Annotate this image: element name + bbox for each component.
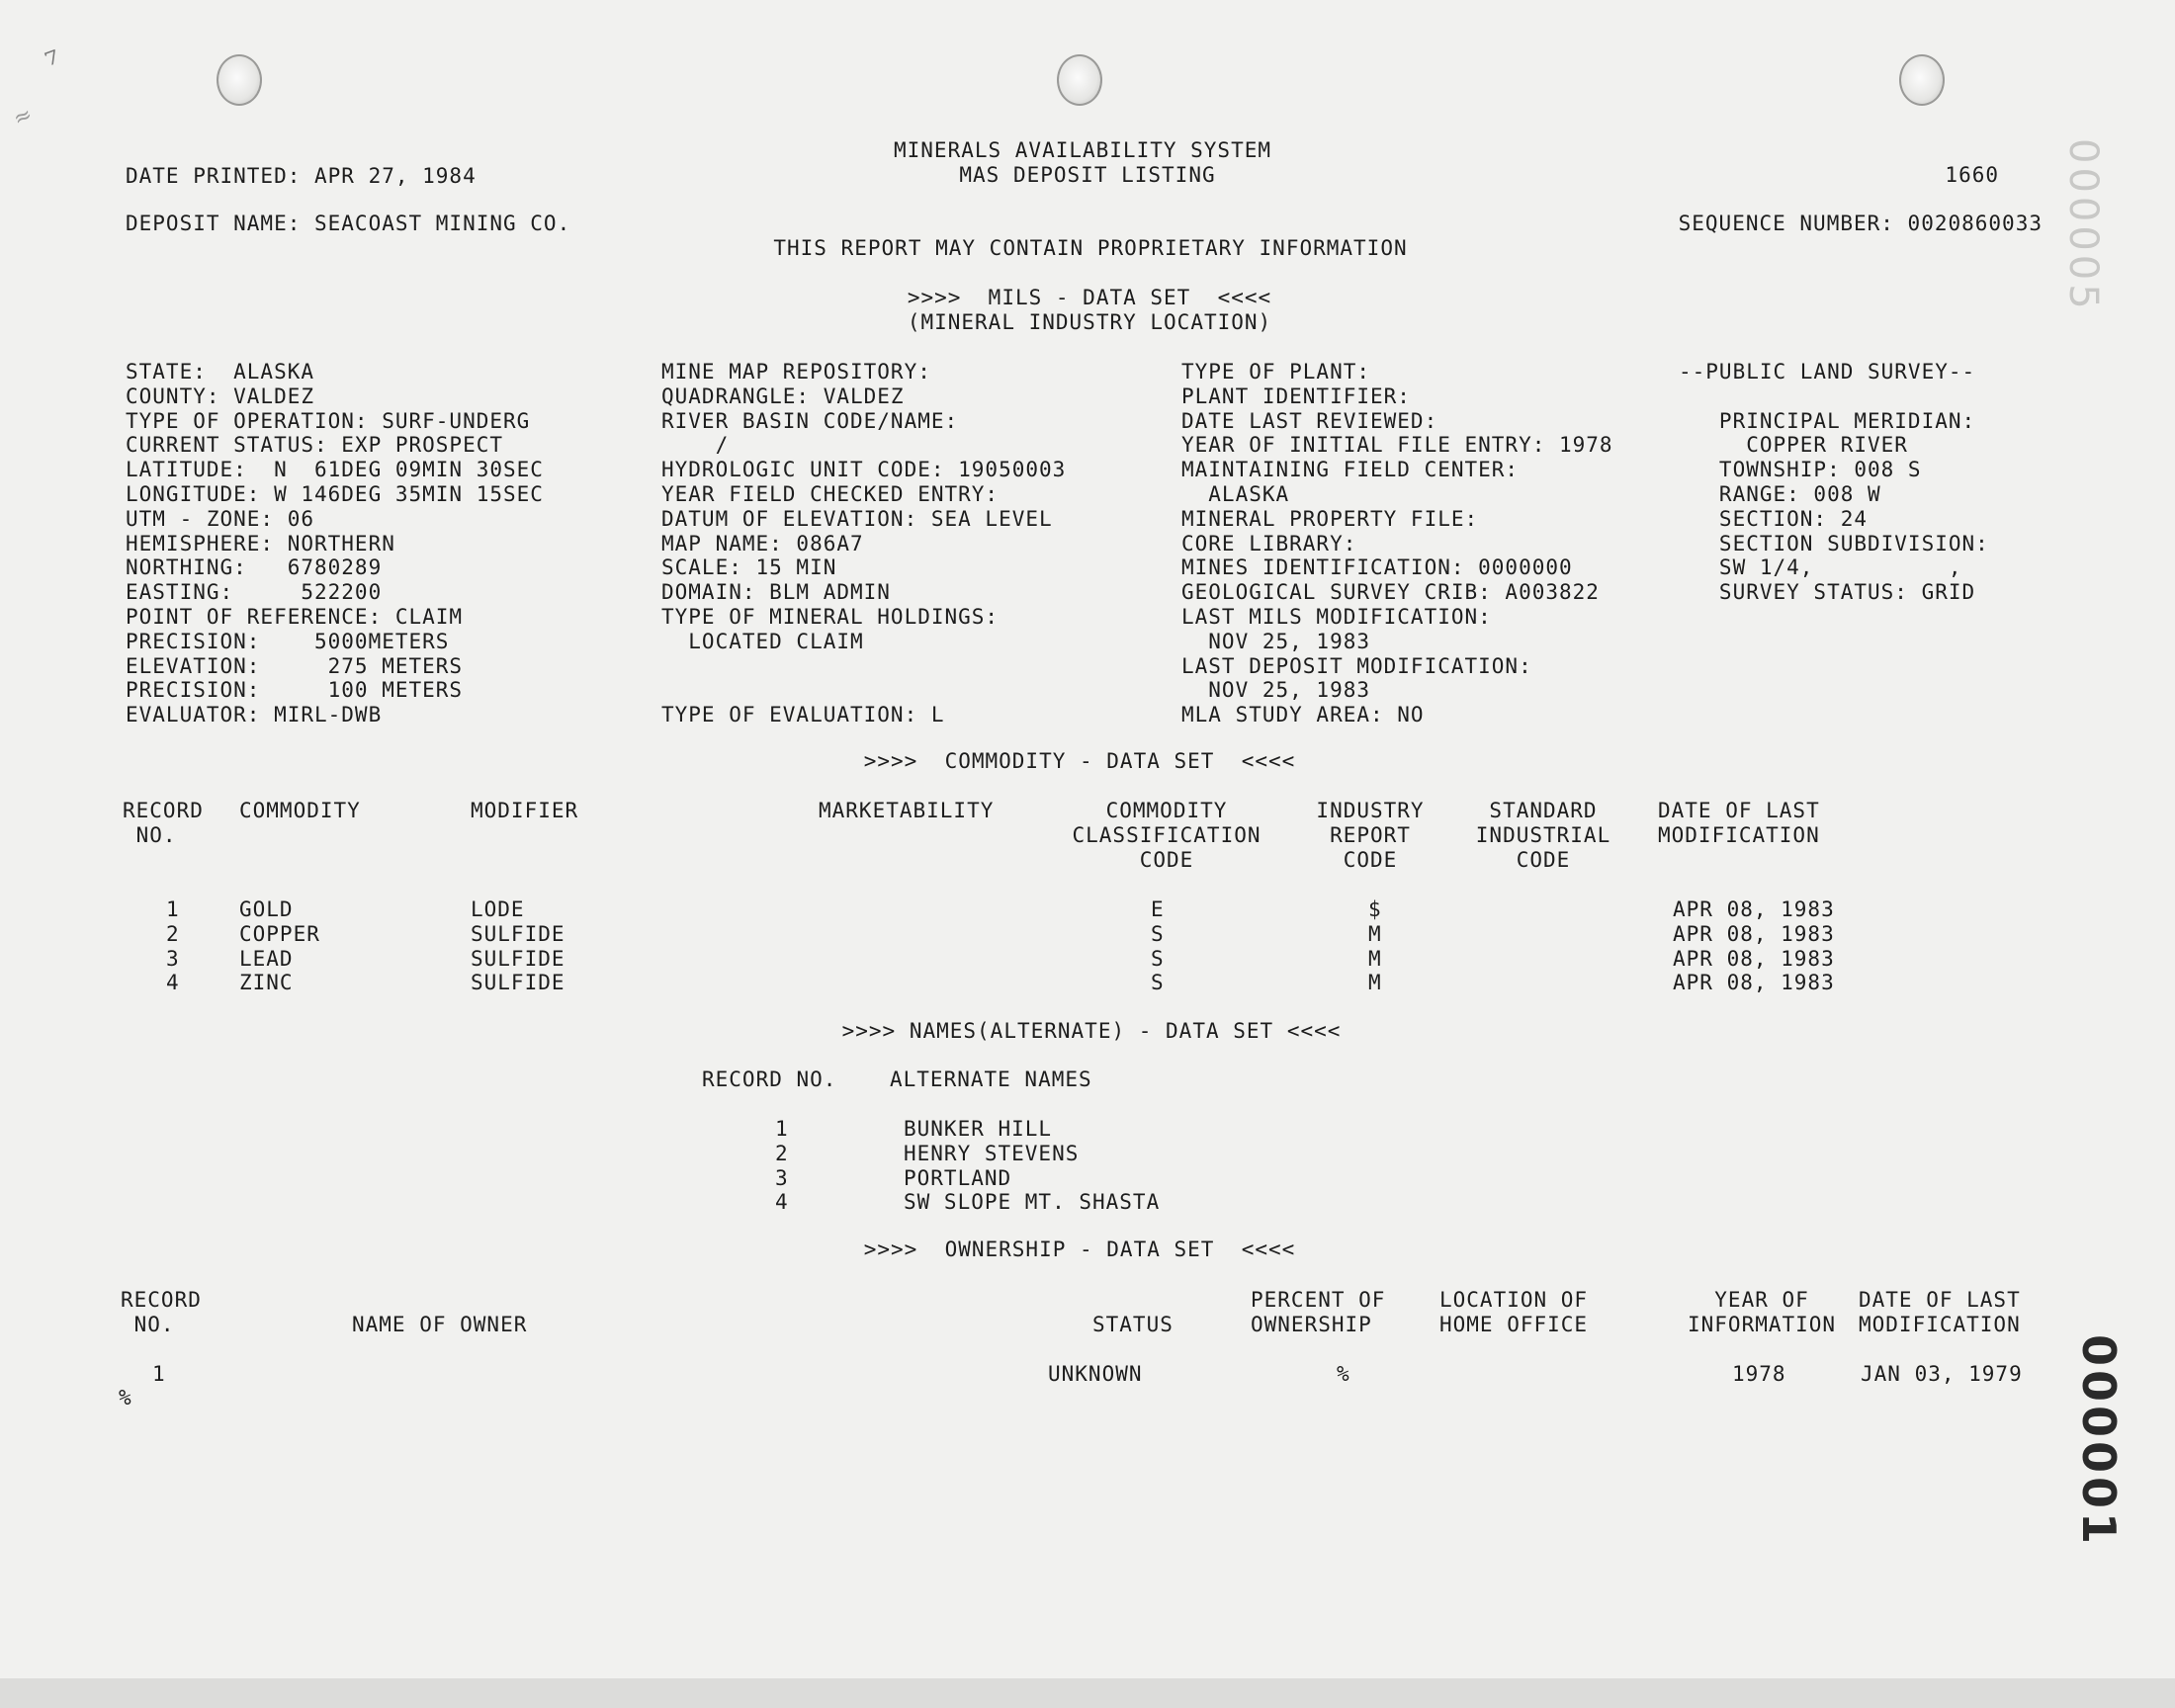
commodity-row-modifier: SULFIDE [471, 921, 566, 946]
commodity-row-class-code: S [1151, 921, 1165, 946]
commodity-header-sic: STANDARD INDUSTRIAL CODE [1475, 799, 1611, 872]
names-row-name: PORTLAND [904, 1165, 1012, 1190]
location-field: HEMISPHERE: NORTHERN [126, 531, 395, 555]
pencil-mark-2: ≈ [9, 102, 37, 132]
commodity-section-title: >>>> COMMODITY - DATA SET <<<< [863, 749, 1296, 773]
listing-title: MAS DEPOSIT LISTING [959, 163, 1216, 187]
land-survey-field: SECTION SUBDIVISION: [1679, 531, 1989, 555]
commodity-row-class-code: S [1151, 971, 1165, 995]
land-survey-field: SW 1/4, , [1679, 555, 1962, 580]
mapping-field: QUADRANGLE: VALDEZ [661, 384, 905, 408]
mapping-field: MINE MAP REPOSITORY: [661, 360, 931, 384]
commodity-row-name: COPPER [239, 921, 320, 946]
location-field: TYPE OF OPERATION: SURF-UNDERG [126, 408, 531, 433]
land-survey-field: --PUBLIC LAND SURVEY-- [1679, 360, 1976, 384]
land-survey-field: TOWNSHIP: 008 S [1679, 458, 1922, 482]
names-row-no: 1 [775, 1117, 789, 1141]
commodity-row-no: 2 [166, 921, 180, 946]
commodity-row-report-code: $ [1368, 897, 1382, 921]
names-row-no: 2 [775, 1141, 789, 1165]
proprietary-notice: THIS REPORT MAY CONTAIN PROPRIETARY INFORMATION [773, 236, 1408, 260]
mapping-field: RIVER BASIN CODE/NAME: [661, 408, 959, 433]
plant-field: MLA STUDY AREA: NO [1181, 703, 1425, 727]
page-number: 1660 [1945, 163, 1999, 187]
land-survey-field: RANGE: 008 W [1679, 482, 1881, 506]
names-row-name: HENRY STEVENS [904, 1141, 1080, 1165]
commodity-row-name: LEAD [239, 946, 294, 971]
names-row-name: SW SLOPE MT. SHASTA [904, 1190, 1161, 1215]
plant-field: NOV 25, 1983 [1181, 629, 1371, 653]
location-field: ELEVATION: 275 METERS [126, 653, 464, 678]
commodity-row-report-code: M [1368, 921, 1382, 946]
commodity-row-report-code: M [1368, 946, 1382, 971]
names-header-names: ALTERNATE NAMES [890, 1068, 1092, 1091]
plant-field: CORE LIBRARY: [1181, 531, 1357, 555]
commodity-row-date: APR 08, 1983 [1673, 946, 1835, 971]
ownership-section-title: >>>> OWNERSHIP - DATA SET <<<< [863, 1238, 1296, 1261]
commodity-row-modifier: SULFIDE [471, 971, 566, 995]
commodity-row-date: APR 08, 1983 [1673, 971, 1835, 995]
mapping-field: TYPE OF EVALUATION: L [661, 703, 945, 727]
ownership-header-owner: NAME OF OWNER [352, 1313, 528, 1336]
location-field: COUNTY: VALDEZ [126, 384, 315, 408]
ownership-header-location: LOCATION OF HOME OFFICE [1439, 1288, 1589, 1336]
plant-field: GEOLOGICAL SURVEY CRIB: A003822 [1181, 580, 1600, 605]
ownership-header-status: STATUS [1092, 1313, 1174, 1336]
land-survey-field: SURVEY STATUS: GRID [1679, 580, 1976, 605]
commodity-row-modifier: LODE [471, 897, 525, 921]
mapping-field: YEAR FIELD CHECKED ENTRY: [661, 482, 1000, 506]
ownership-row-continuation: % [119, 1386, 132, 1409]
plant-field: PLANT IDENTIFIER: [1181, 384, 1411, 408]
mapping-field: HYDROLOGIC UNIT CODE: 19050003 [661, 458, 1067, 482]
ownership-row-no: 1 [152, 1362, 166, 1386]
mapping-field: TYPE OF MINERAL HOLDINGS: [661, 605, 1000, 629]
commodity-row-no: 3 [166, 946, 180, 971]
ownership-header-percent: PERCENT OF OWNERSHIP [1251, 1288, 1386, 1336]
page-stamp-top: 000005 [2060, 138, 2106, 313]
plant-field: MINES IDENTIFICATION: 0000000 [1181, 555, 1573, 580]
plant-field: YEAR OF INITIAL FILE ENTRY: 1978 [1181, 433, 1613, 458]
page-stamp-bottom: 000001 [2072, 1334, 2126, 1549]
names-row-no: 3 [775, 1165, 789, 1190]
commodity-header-date: DATE OF LAST MODIFICATION [1658, 799, 1820, 847]
commodity-header-classification: COMMODITY CLASSIFICATION CODE [1072, 799, 1262, 872]
commodity-row-no: 1 [166, 897, 180, 921]
binder-hole-right [1899, 54, 1945, 106]
mapping-field: DATUM OF ELEVATION: SEA LEVEL [661, 506, 1053, 531]
plant-field: ALASKA [1181, 482, 1290, 506]
binder-hole-center [1057, 54, 1102, 106]
mils-section-subtitle: (MINERAL INDUSTRY LOCATION) [907, 310, 1272, 334]
commodity-header-commodity: COMMODITY [239, 799, 361, 822]
mapping-field: / [661, 433, 730, 458]
plant-field: NOV 25, 1983 [1181, 678, 1371, 703]
commodity-header-record: RECORD NO. [123, 799, 204, 847]
land-survey-field: PRINCIPAL MERIDIAN: [1679, 408, 1976, 433]
mapping-field: SCALE: 15 MIN [661, 555, 837, 580]
names-row-name: BUNKER HILL [904, 1117, 1053, 1141]
names-header-record: RECORD NO. [702, 1068, 837, 1091]
commodity-row-date: APR 08, 1983 [1673, 897, 1835, 921]
plant-field: TYPE OF PLANT: [1181, 360, 1371, 384]
location-field: POINT OF REFERENCE: CLAIM [126, 605, 464, 629]
date-printed: DATE PRINTED: APR 27, 1984 [126, 164, 477, 188]
location-field: EVALUATOR: MIRL-DWB [126, 703, 383, 727]
location-field: LATITUDE: N 61DEG 09MIN 30SEC [126, 458, 544, 482]
binder-hole-left [217, 54, 262, 106]
mils-section-title: >>>> MILS - DATA SET <<<< [907, 286, 1272, 309]
ownership-header-year: YEAR OF INFORMATION [1688, 1288, 1837, 1336]
land-survey-field: COPPER RIVER [1679, 433, 1908, 458]
mapping-field: LOCATED CLAIM [661, 629, 864, 653]
commodity-header-marketability: MARKETABILITY [819, 799, 995, 822]
ownership-row-status: UNKNOWN [1048, 1362, 1143, 1386]
land-survey-field: SECTION: 24 [1679, 506, 1869, 531]
ownership-row-percent: % [1337, 1362, 1350, 1386]
deposit-name: DEPOSIT NAME: SEACOAST MINING CO. [126, 212, 571, 235]
location-field: PRECISION: 100 METERS [126, 678, 464, 703]
commodity-row-report-code: M [1368, 971, 1382, 995]
commodity-row-no: 4 [166, 971, 180, 995]
commodity-row-modifier: SULFIDE [471, 946, 566, 971]
commodity-row-class-code: S [1151, 946, 1165, 971]
commodity-row-name: GOLD [239, 897, 294, 921]
location-field: UTM - ZONE: 06 [126, 506, 315, 531]
commodity-header-modifier: MODIFIER [471, 799, 579, 822]
names-row-no: 4 [775, 1190, 789, 1215]
ownership-header-record: RECORD NO. [121, 1288, 202, 1336]
commodity-header-industry: INDUSTRY REPORT CODE [1316, 799, 1425, 872]
location-field: STATE: ALASKA [126, 360, 315, 384]
location-field: EASTING: 522200 [126, 580, 383, 605]
mapping-field: DOMAIN: BLM ADMIN [661, 580, 891, 605]
pencil-mark: ⁷ [41, 43, 68, 86]
plant-field: DATE LAST REVIEWED: [1181, 408, 1438, 433]
ownership-header-date: DATE OF LAST MODIFICATION [1859, 1288, 2021, 1336]
plant-field: LAST DEPOSIT MODIFICATION: [1181, 653, 1532, 678]
sequence-number: SEQUENCE NUMBER: 0020860033 [1678, 212, 2043, 235]
mapping-field: MAP NAME: 086A7 [661, 531, 864, 555]
plant-field: MAINTAINING FIELD CENTER: [1181, 458, 1520, 482]
plant-field: LAST MILS MODIFICATION: [1181, 605, 1492, 629]
names-section-title: >>>> NAMES(ALTERNATE) - DATA SET <<<< [841, 1019, 1342, 1043]
ownership-row-date: JAN 03, 1979 [1861, 1362, 2023, 1386]
scan-edge [0, 1678, 2175, 1708]
location-field: PRECISION: 5000METERS [126, 629, 450, 653]
commodity-row-date: APR 08, 1983 [1673, 921, 1835, 946]
commodity-row-class-code: E [1151, 897, 1165, 921]
location-field: LONGITUDE: W 146DEG 35MIN 15SEC [126, 482, 544, 506]
plant-field: MINERAL PROPERTY FILE: [1181, 506, 1479, 531]
location-field: CURRENT STATUS: EXP PROSPECT [126, 433, 504, 458]
ownership-row-year: 1978 [1732, 1362, 1786, 1386]
system-title: MINERALS AVAILABILITY SYSTEM [893, 138, 1272, 162]
commodity-row-name: ZINC [239, 971, 294, 995]
location-field: NORTHING: 6780289 [126, 555, 383, 580]
